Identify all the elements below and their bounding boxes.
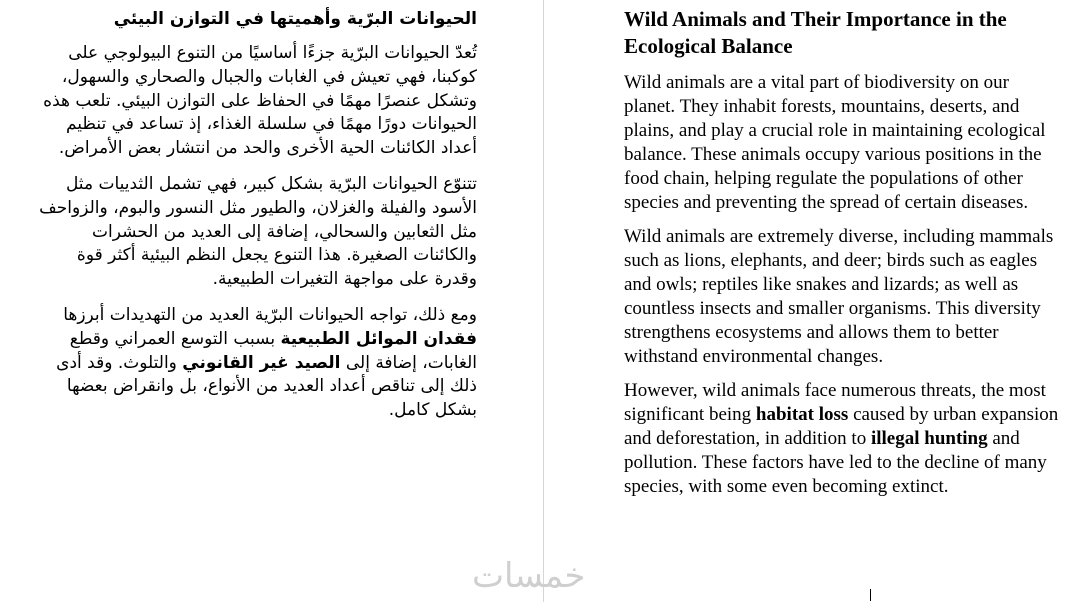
english-paragraph-2: Wild animals are extremely diverse, including mammals such as lions, elephants, and deer; birds such as eagles and owls; reptiles like snakes and lizards; as well as countless insects and smaller organisms. This diversity strengthens ecosystems and allows them to better withstand environmental changes.: [624, 226, 1054, 367]
text-cursor: [870, 589, 871, 601]
arabic-title: الحيوانات البرّية وأهميتها في التوازن البيئي: [113, 9, 477, 29]
english-paragraph-1: Wild animals are a vital part of biodiversity on our planet. They inhabit forests, mountains, deserts, and plains, and play a crucial role in maintaining ecological balance. These animals occupy various positions in the food chain, helping regulate the populations of other species and preventing the spread of certain diseases.: [624, 72, 1046, 213]
english-paragraph-3: [624, 379, 1064, 499]
english-text-column[interactable]: [624, 6, 1064, 509]
arabic-paragraph-1: تُعدّ الحيوانات البرّية جزءًا أساسيًا من التنوع البيولوجي على كوكبنا، فهي تعيش في الغابات والجبال والصحاري والسهول، وتشكل عنصرًا مهمًا في الحفاظ على التوازن البيئي. تلعب هذه الحيوانات دورًا مهمًا في سلسلة الغذاء، إذ تساعد في تنظيم أعداد الكائنات الحية الأخرى والحد من انتشار بعض الأمراض.: [43, 43, 477, 159]
page-divider: [543, 0, 544, 602]
english-bold-illegal-hunting: illegal hunting: [870, 428, 988, 449]
watermark-logo: خمسات: [472, 556, 586, 596]
arabic-p3-text-e: والتلوث. وقد أدى ذلك إلى تناقص أعداد العديد من الأنواع، بل وانقراض بعضها بشكل كامل.: [56, 352, 477, 421]
arabic-p3-text-c: بسبب التوسع العمراني وقطع الغابات، إضافة إلى: [69, 328, 477, 373]
english-p3-text-e: and pollution. These factors have led to the decline of many species, with some even becoming extinct.: [624, 428, 1047, 497]
arabic-bold-illegal-hunting: الصيد غير القانوني: [182, 352, 341, 373]
arabic-bold-habitat-loss: فقدان الموائل الطبيعية: [280, 328, 477, 349]
english-page: [545, 0, 1078, 602]
arabic-text-column[interactable]: [30, 6, 477, 435]
arabic-paragraph-3: [30, 304, 477, 423]
english-bold-habitat-loss: habitat loss: [755, 404, 849, 425]
english-p3-text-c: caused by urban expansion and deforestation, in addition to: [624, 404, 1059, 449]
english-title: Wild Animals and Their Importance in the Ecological Balance: [624, 7, 1007, 58]
arabic-paragraph-2: تتنوّع الحيوانات البرّية بشكل كبير، فهي تشمل الثدييات مثل الأسود والفيلة والغزلان، والطيور مثل النسور والبوم، والزواحف مثل الثعابين والسحالي، إضافة إلى العديد من الحشرات والكائنات الصغيرة. هذا التنوع يجعل النظم البيئية أكثر قوة وقدرة على مواجهة التغيرات الطبيعية.: [39, 173, 477, 290]
arabic-p3-text-a: ومع ذلك، تواجه الحيوانات البرّية العديد من التهديدات أبرزها: [63, 304, 477, 325]
english-p3-text-a: However, wild animals face numerous threats, the most significant being: [624, 380, 1046, 425]
